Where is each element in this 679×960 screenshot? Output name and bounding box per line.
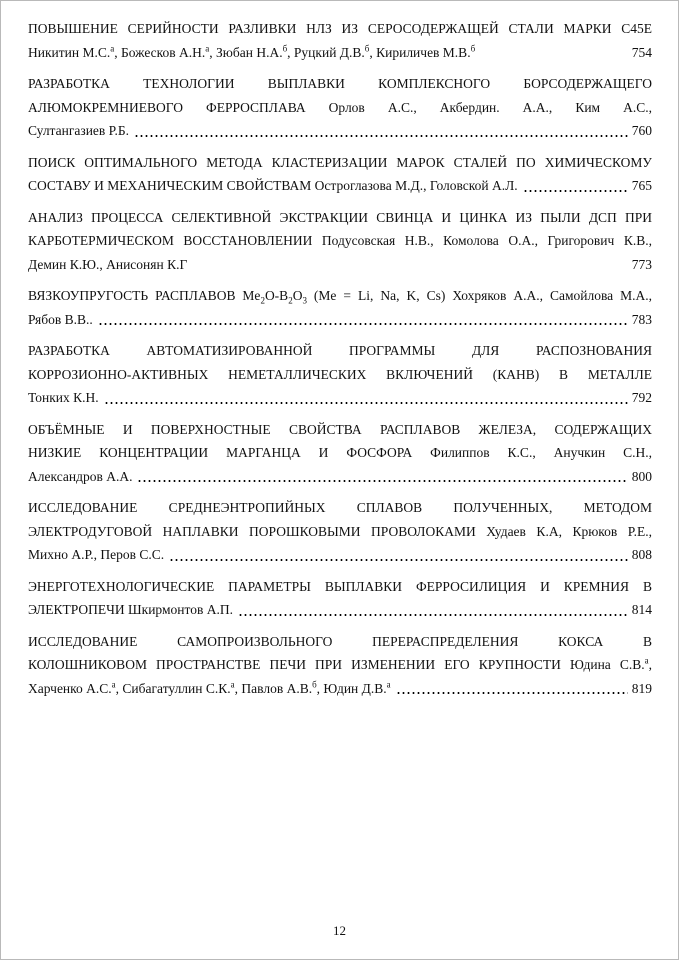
entry-tail-text: Демин К.Ю., Анисонян К.Г (28, 256, 188, 272)
entry-last-line (28, 253, 652, 277)
entry-line: ЭЛЕКТРОДУГОВОЙ НАПЛАВКИ ПОРОШКОВЫМИ ПРОВОЛОКАМИ Худаев К.А, Крюков Р.Е., (28, 523, 652, 539)
entry-line: КАРБОТЕРМИЧЕСКОМ ВОССТАНОВЛЕНИИ Подусовская Н.В., Комолова О.А., Григорович К.В., (28, 233, 652, 248)
entry-last-line (28, 465, 652, 489)
entry-line: ПОИСК ОПТИМАЛЬНОГО МЕТОДА КЛАСТЕРИЗАЦИИ МАРОК СТАЛЕЙ ПО ХИМИЧЕСКОМУ (28, 154, 652, 170)
toc-entry (28, 72, 652, 143)
entry-page-number: 808 (631, 547, 652, 562)
entry-last-line (28, 386, 652, 410)
toc-list (28, 17, 652, 700)
entry-tail-text: СОСТАВУ И МЕХАНИЧЕСКИМ СВОЙСТВАМ Остроглазова М.Д., Головской А.Л. (28, 178, 518, 193)
toc-entry (28, 496, 652, 567)
entry-page-number: 814 (631, 602, 652, 617)
dot-leader (396, 677, 628, 701)
entry-page-number: 754 (631, 44, 652, 60)
entry-line: ОБЪЁМНЫЕ И ПОВЕРХНОСТНЫЕ СВОЙСТВА РАСПЛАВОВ ЖЕЛЕЗА, СОДЕРЖАЩИХ (28, 421, 652, 437)
entry-last-line (28, 41, 652, 65)
toc-entry (28, 630, 652, 701)
dot-leader (98, 308, 628, 332)
entry-line: АЛЮМОКРЕМНИЕВОГО ФЕРРОСПЛАВА Орлов А.С., Акбердин. А.А., Ким А.С., (28, 99, 652, 115)
entry-page-number: 800 (631, 468, 652, 484)
dot-leader (104, 386, 628, 410)
entry-tail-text: Александров А.А. (28, 468, 133, 484)
entry-tail-text: Рябов В.В.. (28, 311, 93, 327)
entry-last-line (28, 598, 652, 622)
entry-last-line (28, 543, 652, 567)
dot-leader (238, 598, 628, 622)
entry-last-line (28, 174, 652, 198)
entry-tail-text: ЭЛЕКТРОПЕЧИ Шкирмонтов А.П. (28, 602, 233, 617)
entry-tail-text: Тонких К.Н. (28, 390, 99, 405)
entry-line: НИЗКИЕ КОНЦЕНТРАЦИИ МАРГАНЦА И ФОСФОРА Филиппов К.С., Анучкин С.Н., (28, 445, 652, 460)
entry-last-line (28, 119, 652, 143)
entry-last-line (28, 308, 652, 332)
entry-page-number: 819 (631, 680, 652, 696)
entry-line: ИССЛЕДОВАНИЕ САМОПРОИЗВОЛЬНОГО ПЕРЕРАСПРЕДЕЛЕНИЯ КОКСА В (28, 633, 652, 649)
dot-leader (480, 41, 628, 65)
entry-page-number: 773 (631, 256, 652, 272)
entry-line: ЭНЕРГОТЕХНОЛОГИЧЕСКИЕ ПАРАМЕТРЫ ВЫПЛАВКИ ФЕРРОСИЛИЦИЯ И КРЕМНИЯ В (28, 578, 652, 594)
toc-entry (28, 17, 652, 64)
entry-tail-text: Султангазиев Р.Б. (28, 123, 129, 138)
entry-page-number: 783 (631, 311, 652, 327)
entry-line: РАЗРАБОТКА АВТОМАТИЗИРОВАННОЙ ПРОГРАММЫ ДЛЯ РАСПОЗНОВАНИЯ (28, 343, 652, 358)
dot-leader (192, 253, 627, 277)
entry-line: КОРРОЗИОННО-АКТИВНЫХ НЕМЕТАЛЛИЧЕСКИХ ВКЛЮЧЕНИЙ (КАНВ) В МЕТАЛЛЕ (28, 366, 652, 382)
dot-leader (169, 543, 628, 567)
entry-page-number: 765 (631, 178, 652, 193)
toc-entry (28, 206, 652, 277)
toc-entry (28, 284, 652, 331)
entry-line: ИССЛЕДОВАНИЕ СРЕДНЕЭНТРОПИЙНЫХ СПЛАВОВ ПОЛУЧЕННЫХ, МЕТОДОМ (28, 500, 652, 515)
entry-last-line (28, 677, 652, 701)
entry-line: АНАЛИЗ ПРОЦЕССА СЕЛЕКТИВНОЙ ЭКСТРАКЦИИ СВИНЦА И ЦИНКА ИЗ ПЫЛИ ДСП ПРИ (28, 209, 652, 225)
entry-page-number: 792 (631, 390, 652, 405)
entry-line: ВЯЗКОУПРУГОСТЬ РАСПЛАВОВ $Me_2O-B_2O_3$ (Me = Li, Na, K, Cs) Хохряков А.А., Самойлова М.А., (28, 288, 653, 306)
dot-leader (137, 465, 627, 489)
entry-line: КОЛОШНИКОВОМ ПРОСТРАНСТВЕ ПЕЧИ ПРИ ИЗМЕНЕНИИ ЕГО КРУПНОСТИ Юдина С.В.$^а$, (28, 655, 652, 672)
entry-tail-text: Никитин М.С.$^а$, Божесков А.Н.$^а$, Зюбан Н.А.$^б$, Руцкий Д.В.$^б$, Кириличев М.В.$^б$ (28, 43, 476, 60)
entry-page-number: 760 (631, 123, 652, 138)
toc-entry (28, 339, 652, 410)
toc-entry (28, 151, 652, 198)
dot-leader (134, 119, 628, 143)
dot-leader (523, 174, 628, 198)
toc-entry (28, 575, 652, 622)
entry-tail-text: Харченко А.С.$^а$, Сибагатуллин С.К.$^а$, Павлов А.В.$^б$, Юдин Д.В.$^а$ (28, 679, 391, 696)
entry-line: ПОВЫШЕНИЕ СЕРИЙНОСТИ РАЗЛИВКИ НЛЗ ИЗ СЕРОСОДЕРЖАЩЕЙ СТАЛИ МАРКИ C45E (28, 21, 652, 36)
page-number-footer: 12 (333, 923, 346, 938)
entry-tail-text: Михно А.Р., Перов С.С. (28, 547, 165, 562)
toc-entry (28, 418, 652, 489)
entry-line: РАЗРАБОТКА ТЕХНОЛОГИИ ВЫПЛАВКИ КОМПЛЕКСНОГО БОРСОДЕРЖАЩЕГО (28, 76, 652, 91)
